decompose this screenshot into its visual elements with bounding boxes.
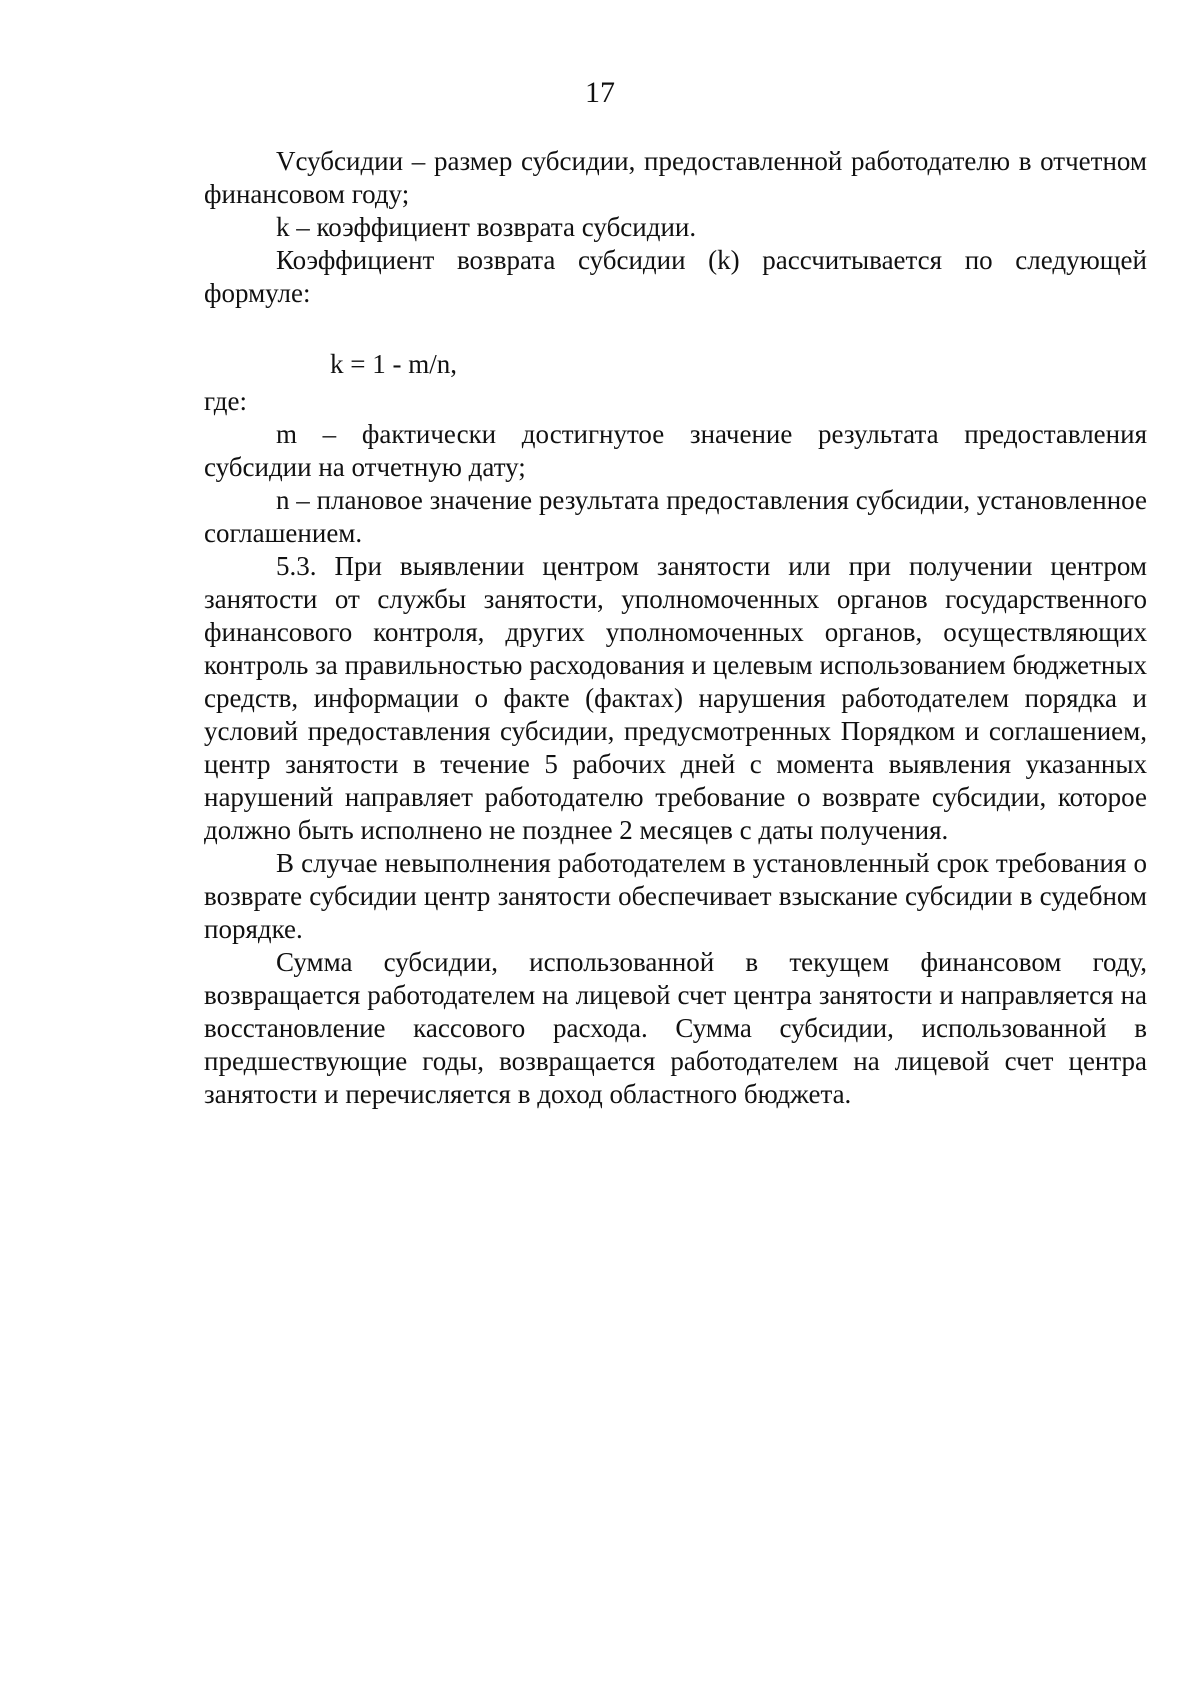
document-body — [204, 145, 1147, 1111]
paragraph-n-definition: n – плановое значение результата предоставления субсидии, установленное соглашением. — [204, 485, 1147, 548]
paragraph-vsubsidy-definition: Vсубсидии – размер субсидии, предоставленной работодателю в отчетном финансовом году; — [204, 146, 1147, 209]
formula: k = 1 - m/n, — [330, 349, 457, 379]
paragraph-where: где: — [204, 386, 247, 416]
paragraph-court-recovery: В случае невыполнения работодателем в установленный срок требования о возврате субсидии центр занятости обеспечивает взыскание субсидии в судебном порядке. — [204, 848, 1147, 944]
paragraph-k-definition: k – коэффициент возврата субсидии. — [276, 212, 697, 242]
paragraph-coefficient-intro: Коэффициент возврата субсидии (k) рассчитывается по следующей формуле: — [204, 245, 1147, 308]
paragraph-section-5-3: 5.3. При выявлении центром занятости или при получении центром занятости от службы занятости, уполномоченных органов государственного финансового контроля, других уполномоченных органов, осуществляющих контроль за правильностью расходования и целевым использованием бюджетных средств, информации о факте (фактах) нарушения работодателем порядка и условий предоставления субсидии, предусмотренных Порядком и соглашением, центр занятости в течение 5 рабочих дней с момента выявления указанных нарушений направляет работодателю требование о возврате субсидии, которое должно быть исполнено не позднее 2 месяцев с даты получения. — [204, 551, 1147, 845]
paragraph-subsidy-return: Сумма субсидии, использованной в текущем финансовом году, возвращается работодателем на лицевой счет центра занятости и направляется на восстановление кассового расхода. Сумма субсидии, использованной в предшествующие годы, возвращается работодателем на лицевой счет центра занятости и перечисляется в доход областного бюджета. — [204, 947, 1147, 1109]
page-number: 17 — [585, 76, 615, 109]
paragraph-m-definition: m – фактически достигнутое значение результата предоставления субсидии на отчетную дату; — [204, 419, 1147, 482]
